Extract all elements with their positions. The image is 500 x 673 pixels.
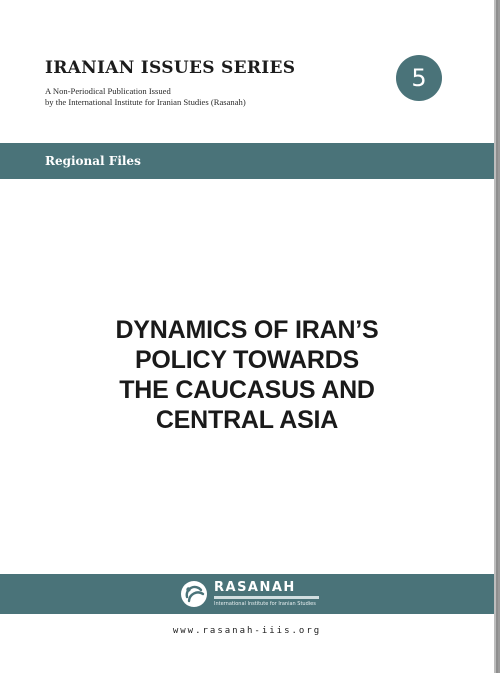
issue-number-badge: 5 bbox=[396, 55, 442, 101]
logo-tagline: International Institute for Iranian Studies bbox=[214, 601, 316, 607]
rasanah-logo-icon bbox=[180, 580, 208, 608]
footer-band bbox=[0, 574, 494, 614]
series-title: IRANIAN ISSUES SERIES bbox=[45, 58, 296, 78]
book-title-line-4: CENTRAL ASIA bbox=[155, 406, 339, 434]
category-band bbox=[0, 143, 494, 179]
logo-arabic-text bbox=[214, 595, 319, 600]
website-url: www.rasanah-iiis.org bbox=[172, 626, 322, 636]
book-title-line-3: THE CAUCASUS AND bbox=[119, 376, 375, 404]
category-label: Regional Files bbox=[45, 154, 141, 168]
book-title-line-2: POLICY TOWARDS bbox=[134, 346, 360, 374]
book-title-line-1: DYNAMICS OF IRAN’S bbox=[115, 316, 379, 344]
series-subtitle-line2: by the International Institute for Iranian Studies (Rasanah) bbox=[45, 97, 246, 107]
publisher-logo bbox=[180, 579, 320, 609]
logo-name: RASANAH bbox=[214, 580, 296, 595]
series-subtitle-line1: A Non-Periodical Publication Issued bbox=[45, 86, 171, 96]
book-title bbox=[0, 315, 494, 435]
